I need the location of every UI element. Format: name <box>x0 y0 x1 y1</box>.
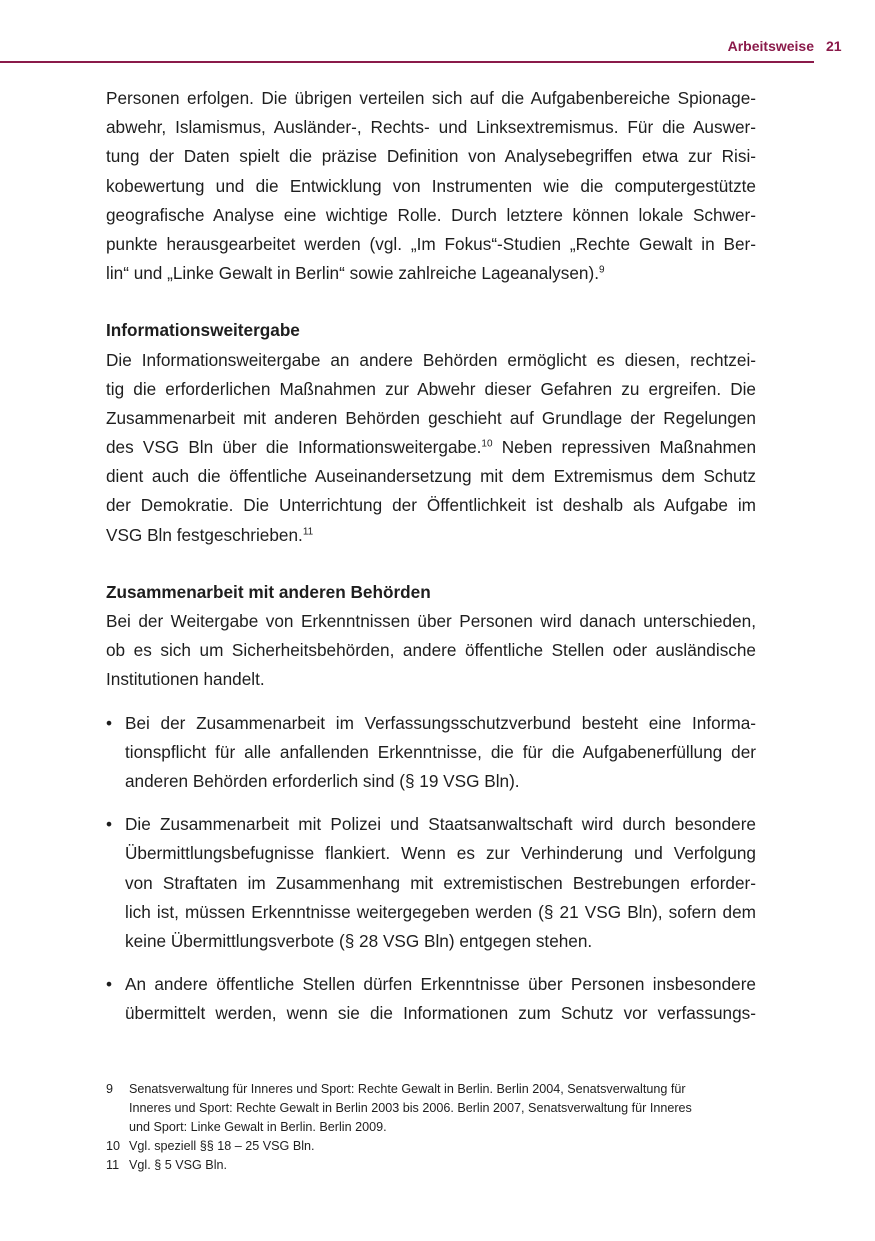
list-item <box>106 810 756 956</box>
footnote-ref-9: 9 <box>598 264 605 276</box>
footnote-line: Vgl. speziell §§ 18 – 25 VSG Bln. <box>129 1139 315 1153</box>
footnote-line: Senatsverwaltung für Inneres und Sport: Rechte Gewalt in Berlin. Berlin 2004, Senatsverwaltung für <box>129 1082 686 1096</box>
text-line: An andere öffentliche Stellen dürfen Erkenntnisse über Personen insbesondere <box>125 974 756 995</box>
text-line: anderen Behörden erforderlich sind (§ 19 VSG Bln). <box>125 770 520 791</box>
running-header <box>0 38 814 62</box>
text-span: VSG Bln festgeschrieben. <box>106 524 303 545</box>
text-span: lin“ und „Linke Gewalt in Berlin“ sowie zahlreiche Lageanalysen). <box>106 263 599 284</box>
text-line: abwehr, Islamismus, Ausländer-, Rechts- und Linksextremismus. Für die Auswer- <box>106 117 756 138</box>
footnote <box>106 1156 746 1175</box>
footnote-number: 9 <box>106 1082 114 1096</box>
text-span: des VSG Bln über die Informationsweitergabe. <box>106 437 482 458</box>
footnote-ref-10: 10 <box>481 438 493 450</box>
text-span: Neben repressiven Maßnahmen <box>492 437 756 458</box>
text-line: Die Zusammenarbeit mit Polizei und Staatsanwaltschaft wird durch besondere <box>125 814 756 835</box>
text-line: Übermittlungsbefugnisse flankiert. Wenn es zur Verhinderung und Verfolgung <box>125 843 756 864</box>
page-number: 21 <box>826 38 842 54</box>
footnote <box>106 1137 746 1156</box>
text-line: punkte herausgearbeitet werden (vgl. „Im Fokus“-Studien „Rechte Gewalt in Ber- <box>106 233 756 254</box>
section-heading: Zusammenarbeit mit anderen Behörden <box>106 581 431 602</box>
footnote-line: Inneres und Sport: Rechte Gewalt in Berlin 2003 bis 2006. Berlin 2007, Senatsverwaltung für Inneres <box>129 1101 692 1115</box>
section-heading: Informationsweitergabe <box>106 320 300 341</box>
text-line: übermittelt werden, wenn sie die Informationen zum Schutz vor verfassungs- <box>125 1003 756 1024</box>
coop-section <box>106 578 756 1029</box>
text-line: der Demokratie. Die Unterrichtung der Öffentlichkeit ist deshalb als Aufgabe im <box>106 495 756 516</box>
footnote-line: Vgl. § 5 VSG Bln. <box>129 1158 228 1172</box>
text-line: lich ist, müssen Erkenntnisse weitergegeben werden (§ 21 VSG Bln), sofern dem <box>125 901 756 922</box>
text-line: von Straftaten im Zusammenhang mit extremistischen Bestrebungen erforder- <box>125 872 756 893</box>
bullet-icon: • <box>106 814 113 835</box>
text-line: Zusammenarbeit mit anderen Behörden geschieht auf Grundlage der Regelungen <box>106 407 756 428</box>
text-line <box>106 259 756 288</box>
text-line: keine Übermittlungsverbote (§ 28 VSG Bln) entgegen stehen. <box>125 930 593 951</box>
footnote-ref-11: 11 <box>302 525 314 537</box>
footnote-number: 10 <box>106 1139 121 1153</box>
intro-paragraph <box>106 84 756 288</box>
text-line: ob es sich um Sicherheitsbehörden, andere öffentliche Stellen oder ausländische <box>106 640 756 661</box>
list-item <box>106 709 756 797</box>
footnotes <box>106 1080 746 1175</box>
bullet-icon: • <box>106 712 113 733</box>
text-line: tionspflicht für alle anfallenden Erkenntnisse, die für die Aufgabenerfüllung der <box>125 741 756 762</box>
text-line: Bei der Weitergabe von Erkenntnissen über Personen wird danach unterschieden, <box>106 611 756 632</box>
main-content <box>106 84 756 1028</box>
text-line: geografische Analyse eine wichtige Rolle. Durch letztere können lokale Schwer- <box>106 204 756 225</box>
text-line <box>106 433 756 462</box>
header-section-title: Arbeitsweise <box>727 38 814 54</box>
text-line: tig die erforderlichen Maßnahmen zur Abwehr dieser Gefahren zu ergreifen. Die <box>106 378 756 399</box>
text-line: Personen erfolgen. Die übrigen verteilen sich auf die Aufgabenbereiche Spionage- <box>106 88 756 108</box>
bullet-icon: • <box>106 974 113 995</box>
text-line: dient auch die öffentliche Auseinandersetzung mit dem Extremismus dem Schutz <box>106 466 756 487</box>
footnote-number: 11 <box>106 1158 120 1172</box>
text-line: Bei der Zusammenarbeit im Verfassungsschutzverbund besteht eine Informa- <box>125 712 756 733</box>
text-line: Institutionen handelt. <box>106 669 265 690</box>
list-item <box>106 970 756 1028</box>
footnote-line: und Sport: Linke Gewalt in Berlin. Berlin 2009. <box>129 1120 387 1134</box>
info-section <box>106 316 756 550</box>
text-line: tung der Daten spielt die präzise Definition von Analysebegriffen etwa zur Risi- <box>106 146 756 167</box>
header-rule <box>0 61 814 63</box>
footnote <box>106 1080 746 1137</box>
text-line: Die Informationsweitergabe an andere Behörden ermöglicht es diesen, rechtzei- <box>106 349 756 370</box>
text-line <box>106 521 756 550</box>
text-line: kobewertung und die Entwicklung von Instrumenten wie die computergestützte <box>106 175 756 196</box>
